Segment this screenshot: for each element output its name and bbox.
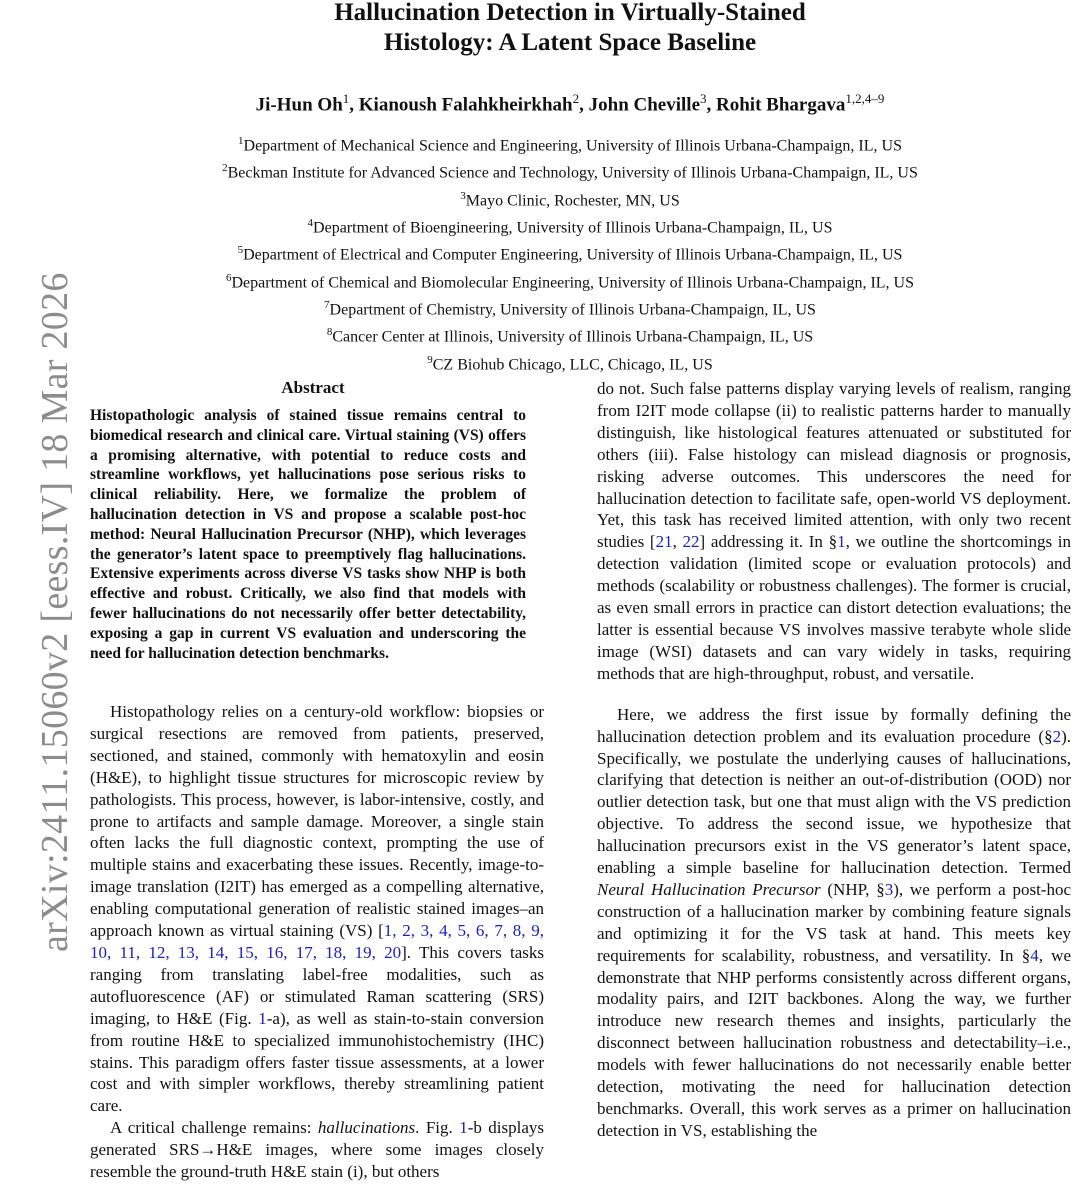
citation-link[interactable]: 1, 2, 3, 4, 5, 6, 7, 8, 9, 10, 11, 12, 13, 14, 15, 16, 17, 18, 19, 20: [90, 921, 544, 962]
affil-text: Cancer Center at Illinois, University of Illinois Urbana-Champaign, IL, US: [332, 328, 814, 346]
text-run: -a), as well as stain-to-stain conversion from routine H&E to specialized immunohistochemistry (IHC) stains. This paradigm offers faster tissue assessments, at a lower cost and with simpler workflows, thereby streamlining patient care.: [90, 1008, 544, 1116]
affiliation-list: [100, 130, 1040, 376]
affil-text: CZ Biohub Chicago, LLC, Chicago, IL, US: [432, 355, 713, 373]
text-run: Histopathology relies on a century-old workflow: biopsies or surgical resections are removed from patients, preserved, sectioned, and stained, commonly with hematoxylin and eosin (H&E), to highlight tissue structures for microscopic review by pathologists. This process, however, is labor-intensive, costly, and prone to artifacts and sample damage. Moreover, a single stain often lacks the full diagnostic context, prompting the use of multiple stains and exacerbating these issues. Recently, image-to-image translation (I2IT) has emerged as a compelling alternative, enabling computational generation of realistic stained images–an approach known as virtual staining (VS) [: [90, 702, 544, 941]
author-affil-mark: 1,2,4–9: [845, 91, 885, 106]
affil-text: Department of Chemistry, University of Illinois Urbana-Champaign, IL, US: [329, 301, 816, 319]
section-link[interactable]: 1: [837, 532, 846, 552]
affiliation-line: [100, 157, 1040, 184]
paper-title: [100, 0, 1040, 58]
author-name: Rohit Bhargava: [716, 94, 846, 116]
affil-text: Mayo Clinic, Rochester, MN, US: [465, 191, 680, 209]
affiliation-line: [100, 267, 1040, 294]
left-column: [90, 701, 544, 1183]
right-column: [597, 378, 1071, 1142]
text-run: . Fig.: [415, 1118, 460, 1138]
abstract-heading: Abstract: [281, 378, 345, 397]
author-name: Ji-Hun Oh: [255, 94, 343, 116]
text-run: (NHP, §: [820, 879, 885, 899]
affil-number: 4: [307, 216, 314, 229]
affil-number: 6: [226, 271, 232, 284]
body-paragraph-1: [90, 701, 544, 1117]
affil-number: 9: [427, 353, 433, 366]
citation-link[interactable]: 22: [682, 532, 700, 552]
text-run: A critical challenge remains:: [110, 1118, 318, 1138]
text-run: , we demonstrate that NHP performs consistently across different organs, modality pairs, and I2IT backbones. Along the way, we further introduce new research themes and insights, particularly the disconnect between hallucination robustness and detectability–i.e., models with fewer hallucinations do not necessarily enable better detection, motivating the need for hallucination detection benchmarks. Overall, this work serves as a primer on hallucination detection in VS, establishing the: [597, 945, 1071, 1140]
affil-text: Beckman Institute for Advanced Science and Technology, University of Illinois Urbana-Champaign, IL, US: [227, 164, 918, 182]
abstract-text: Histopathologic analysis of stained tissue remains central to biomedical research and clinical care. Virtual staining (VS) offers a promising alternative, with potential to reduce costs and streamline workflows, yet hallucinations pose serious risks to clinical reliability. Here, we formalize the problem of hallucination detection in VS and propose a scalable post-hoc method: Neural Hallucination Precursor (NHP), which leverages the generator’s latent space to preemptively flag hallucinations. Extensive experiments across diverse VS tasks show NHP is both effective and robust. Critically, we also find that models with fewer hallucinations do not necessarily offer better detectability, exposing a gap in current VS evaluation and underscoring the need for hallucination detection benchmarks.: [90, 407, 526, 662]
title-line-1: Hallucination Detection in Virtually-Stained: [334, 0, 806, 26]
text-run: ]. This covers tasks ranging from translating label-free modalities, such as autofluorescence (AF) or stimulated Raman scattering (SRS) imaging, to H&E (Fig.: [90, 942, 544, 1028]
section-link[interactable]: 4: [1030, 945, 1039, 965]
affiliation-line: [100, 239, 1040, 266]
text-run: do not. Such false patterns display varying levels of realism, ranging from I2IT mode collapse (ii) to realistic patterns harder to manually distinguish, like histological features attenuated or substituted for others (iii). False histology can mislead diagnosis or prognosis, risking adverse outcomes. This underscores the need for hallucination detection to facilitate safe, open-world VS deployment. Yet, this task has received limited attention, with only two recent studies [: [597, 379, 1071, 552]
emphasis: Neural Hallucination Precursor: [597, 879, 821, 899]
text-run: , we outline the shortcomings in detection validation (limited scope or evaluation protocols) and methods (scalability or robustness challenges). The former is crucial, as even small errors in practice can distort detection evaluations; the latter is essential because VS involves massive terabyte whole slide image (WSI) datasets and can vary widely in tasks, requiring methods that are high-throughput, robust, and versatile.: [597, 532, 1071, 683]
author-list: Ji-Hun Oh$^1$, Kianoush Falahkheirkhah$^2$, John Cheville$^3$, Rohit Bhargava$^{1,2,4-9}$: [255, 91, 885, 116]
body-paragraph-2-cont: [597, 378, 1071, 685]
affiliation-line: [100, 349, 1040, 376]
figure-link[interactable]: 1: [459, 1118, 468, 1138]
arxiv-sidebar: [0, 0, 76, 1200]
author-affil-mark: 1: [342, 91, 350, 106]
author-name: John Cheville: [588, 94, 700, 116]
affil-text: Department of Chemical and Biomolecular Engineering, University of Illinois Urbana-Champaign, IL, US: [231, 273, 914, 291]
affil-text: Department of Mechanical Science and Engineering, University of Illinois Urbana-Champaign, IL, US: [243, 137, 902, 155]
author-affil-mark: 2: [572, 91, 580, 106]
text-run: Here, we address the first issue by formally defining the hallucination detection problem and its evaluation procedure (§: [597, 704, 1071, 746]
affil-number: 1: [238, 135, 244, 147]
title-line-2: Histology: A Latent Space Baseline: [383, 29, 757, 56]
affiliation-line: [100, 321, 1040, 348]
text-run: ). Specifically, we postulate the underlying causes of hallucinations, clarifying that detection is neither an out-of-distribution (OOD) nor outlier detection task, but one that must align with the VS prediction objective. To address the second issue, we hypothesize that hallucination precursors exist in the VS generator’s latent space, enabling a simple baseline for hallucination detection. Termed: [597, 726, 1071, 878]
arxiv-identifier: arXiv:2411.15060v2 [eess.IV] 18 Mar 2026: [34, 272, 76, 952]
author-affil-mark: 3: [700, 91, 707, 106]
text-run: ), we perform a post-hoc construction of a hallucination marker by combining feature signals and optimizing it for the VS task at hand. This meets key requirements for scalability, robustness, and versatility. In §: [597, 879, 1071, 965]
affil-number: 7: [324, 298, 330, 311]
affil-number: 8: [326, 326, 333, 339]
affil-text: Department of Electrical and Computer Engineering, University of Illinois Urbana-Champaign, IL, US: [243, 246, 903, 264]
text-run: ,: [672, 532, 683, 552]
affil-number: 2: [222, 162, 228, 175]
body-paragraph-2-start: [90, 1117, 544, 1183]
text-run: -b displays generated SRS→H&E images, where some images closely resemble the ground-truth H&E stain (i), but others: [90, 1118, 544, 1182]
figure-link[interactable]: 1: [258, 1008, 267, 1028]
affiliation-line: [100, 294, 1040, 321]
author-name: Kianoush Falahkheirkhah: [358, 94, 573, 116]
section-link[interactable]: 3: [884, 879, 894, 899]
affil-text: Department of Bioengineering, University of Illinois Urbana-Champaign, IL, US: [313, 219, 833, 237]
text-run: ] addressing it. In §: [699, 532, 838, 552]
affiliation-line: [100, 185, 1040, 212]
citation-link[interactable]: 21: [655, 532, 673, 552]
body-paragraph-3: [597, 704, 1071, 1142]
affiliation-line: [100, 212, 1040, 239]
affiliation-line: [100, 130, 1040, 157]
emphasis: hallucinations: [317, 1118, 416, 1138]
affil-number: 5: [237, 244, 244, 257]
affil-number: 3: [460, 189, 466, 202]
section-link[interactable]: 2: [1052, 726, 1062, 746]
